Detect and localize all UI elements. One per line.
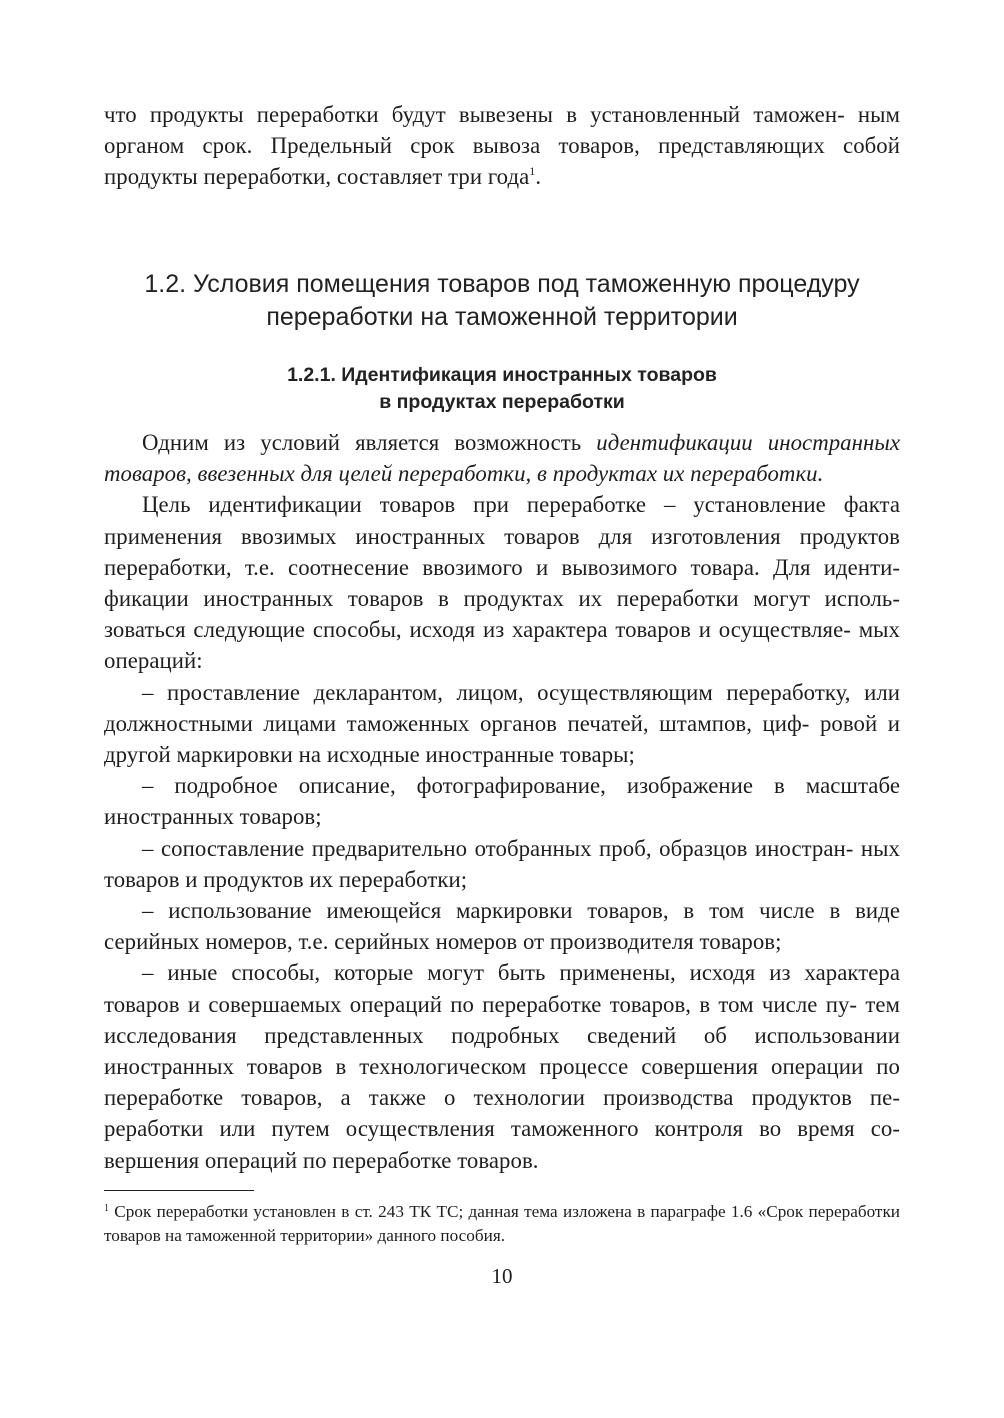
footnote-marker: 1 [104, 1203, 109, 1214]
list-item: – сопоставление предварительно отобранных проб, образцов иностран- ных товаров и продуктов их переработки; [104, 835, 900, 892]
list-item: – проставление декларантом, лицом, осуществляющим переработку, или должностными лицами таможенных органов печатей, штампов, циф- ровой и другой маркировки на исходные иностранные товары; [104, 679, 900, 768]
section-heading-line1: 1.2. Условия помещения товаров под таможенную процедуру [144, 270, 860, 298]
paragraph-1 [104, 427, 900, 489]
paragraph-2: Цель идентификации товаров при переработке – установление факта применения ввозимых иностранных товаров для изготовления продуктов переработки, т.е. соотнесение ввозимого и вывозимого товара. Для иденти- фикации иностранных товаров в продуктах их переработки могут исполь- зоваться следующие способы, исходя из характера товаров и осуществляе- мых операций: [104, 492, 900, 674]
footnote [104, 1200, 900, 1248]
footnote-text: Срок переработки установлен в ст. 243 ТК ТС; данная тема изложена в параграфе 1.6 «Срок переработки товаров на таможенной территории» данного пособия. [104, 1202, 900, 1245]
intro-end: . [535, 164, 542, 190]
list-item: – подробное описание, фотографирование, изображение в масштабе иностранных товаров; [104, 773, 900, 830]
footnote-divider [104, 1190, 254, 1191]
body-text [104, 427, 900, 1176]
section-heading-line2: переработки на таможенной территории [266, 303, 738, 331]
paragraph-1-start: Одним из условий является возможность [142, 430, 597, 455]
intro-paragraph [104, 99, 900, 193]
list-item: – использование имеющейся маркировки товаров, в том числе в виде серийных номеров, т.е. серийных номеров от производителя товаров; [104, 898, 900, 955]
section-heading [104, 268, 900, 334]
subsection-heading-line1: 1.2.1. Идентификация иностранных товаров [287, 364, 717, 386]
footnote-reference[interactable]: 1 [529, 164, 536, 179]
subsection-heading [104, 362, 900, 416]
subsection-heading-line2: в продуктах переработки [379, 391, 625, 413]
paragraph-1-italic: идентификации иностранных товаров, ввезенных для целей переработки, в продуктах их переработки. [104, 430, 900, 487]
list-item: – иные способы, которые могут быть применены, исходя из характера товаров и совершаемых операций по переработке товаров, в том числе пу- тем исследования представленных подробных сведений об использовании иностранных товаров в технологическом процессе совершения операции по переработке товаров, а также о технологии производства продуктов пе- реработки или путем осуществления таможенного контроля во время со- вершения операций по переработке товаров. [104, 960, 900, 1173]
page-number: 10 [491, 1264, 513, 1288]
intro-text: что продукты переработки будут вывезены в установленный таможен- ным органом срок. Предельный срок вывоза товаров, представляющих собой продукты переработки, составляет три года [104, 102, 900, 190]
